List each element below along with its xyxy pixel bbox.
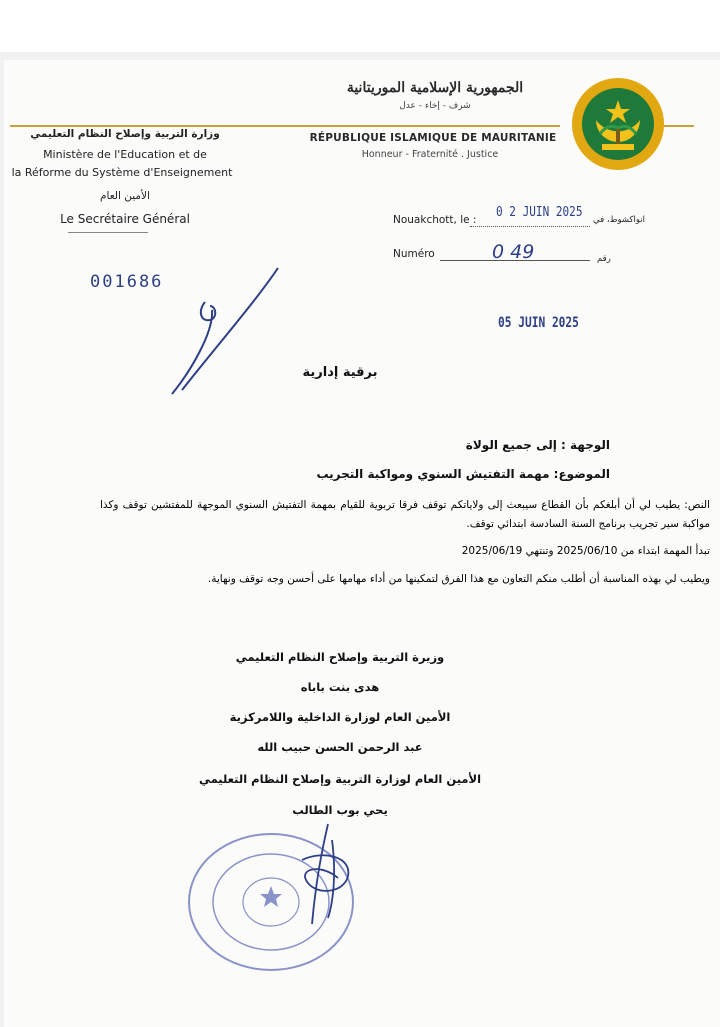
date-label: Nouakchott, le : [393,214,477,226]
body-paragraph-2: تبدأ المهمة ابتداء من 2025/06/10 وتنتهي 2025/06/19 [461,545,710,557]
ministry-name-ar: وزارة التربية وإصلاح النظام التعليمي [30,128,220,140]
signatory-1-title: وزيرة التربية وإصلاح النظام التعليمي [235,650,445,664]
date-stamp: 0 2 JUIN 2025 [496,205,583,220]
secretary-underline [68,232,148,233]
signatory-2-title: الأمين العام لوزارة الداخلية واللامركزية [229,710,451,724]
signatory-3-title: الأمين العام لوزارة التربية وإصلاح النظام التعليمي [198,772,482,786]
addressee-line: الوجهة : إلى جميع الولاة [465,438,610,452]
signatory-1-name: هدى بنت باباه [300,680,380,694]
subject-line: الموضوع: مهمة التفتيش السنوي ومواكبة التجريب [316,467,610,481]
header-rule-right [664,125,694,127]
secretary-general-ar: الأمين العام [100,190,150,202]
motto-fr: Honneur - Fraternité . Justice [361,149,499,160]
republic-title-ar: الجمهورية الإسلامية الموريتانية [346,80,524,96]
number-value: 0 49 [492,241,535,263]
date-label-ar: انواكشوط، في [593,215,645,225]
mauritania-emblem-icon [570,76,666,172]
number-label: Numéro [393,248,435,260]
number-label-ar: رقم [597,254,611,264]
ministry-name-fr-line1: Ministère de l'Education et de [43,148,207,161]
received-date-stamp: 05 JUIN 2025 [498,315,579,331]
body-paragraph-1: النص: يطيب لي أن أبلغكم بأن القطاع سيبعث إلى ولاياتكم توقف فرقا تربوية للقيام بمهمة التفتيش السنوي الموجهة للمفتشين توقف وكذا مواكبة سير تجريب برنامج السنة السادسة ابتدائي توقف. [100,499,710,530]
date-dotted-line [470,226,590,227]
motto-ar: شرف - إخاء - عدل [399,101,471,111]
header-rule [10,125,560,127]
ministry-name-fr-line2: la Réforme du Système d'Enseignement [11,166,233,179]
viewer-top-bar [0,0,720,52]
body-paragraph-3: ويطيب لي بهذه المناسبة أن أطلب منكم التعاون مع هذا الفرق لتمكينها من أداء مهامها على أحسن وجه توقف ونهاية. [207,573,710,585]
secretary-general-fr: Le Secrétaire Général [60,212,190,226]
document-title: برقية إدارية [302,365,378,380]
signatory-3-name: يحي بوب الطالب [292,803,388,817]
republic-title-fr: RÉPUBLIQUE ISLAMIQUE DE MAURITANIE [309,132,557,144]
register-number-stamp: 001686 [90,272,164,292]
signature-scribble-icon [292,820,362,930]
initials-scribble-icon [160,262,290,402]
signatory-2-name: عبد الرحمن الحسن حبيب الله [257,740,423,754]
